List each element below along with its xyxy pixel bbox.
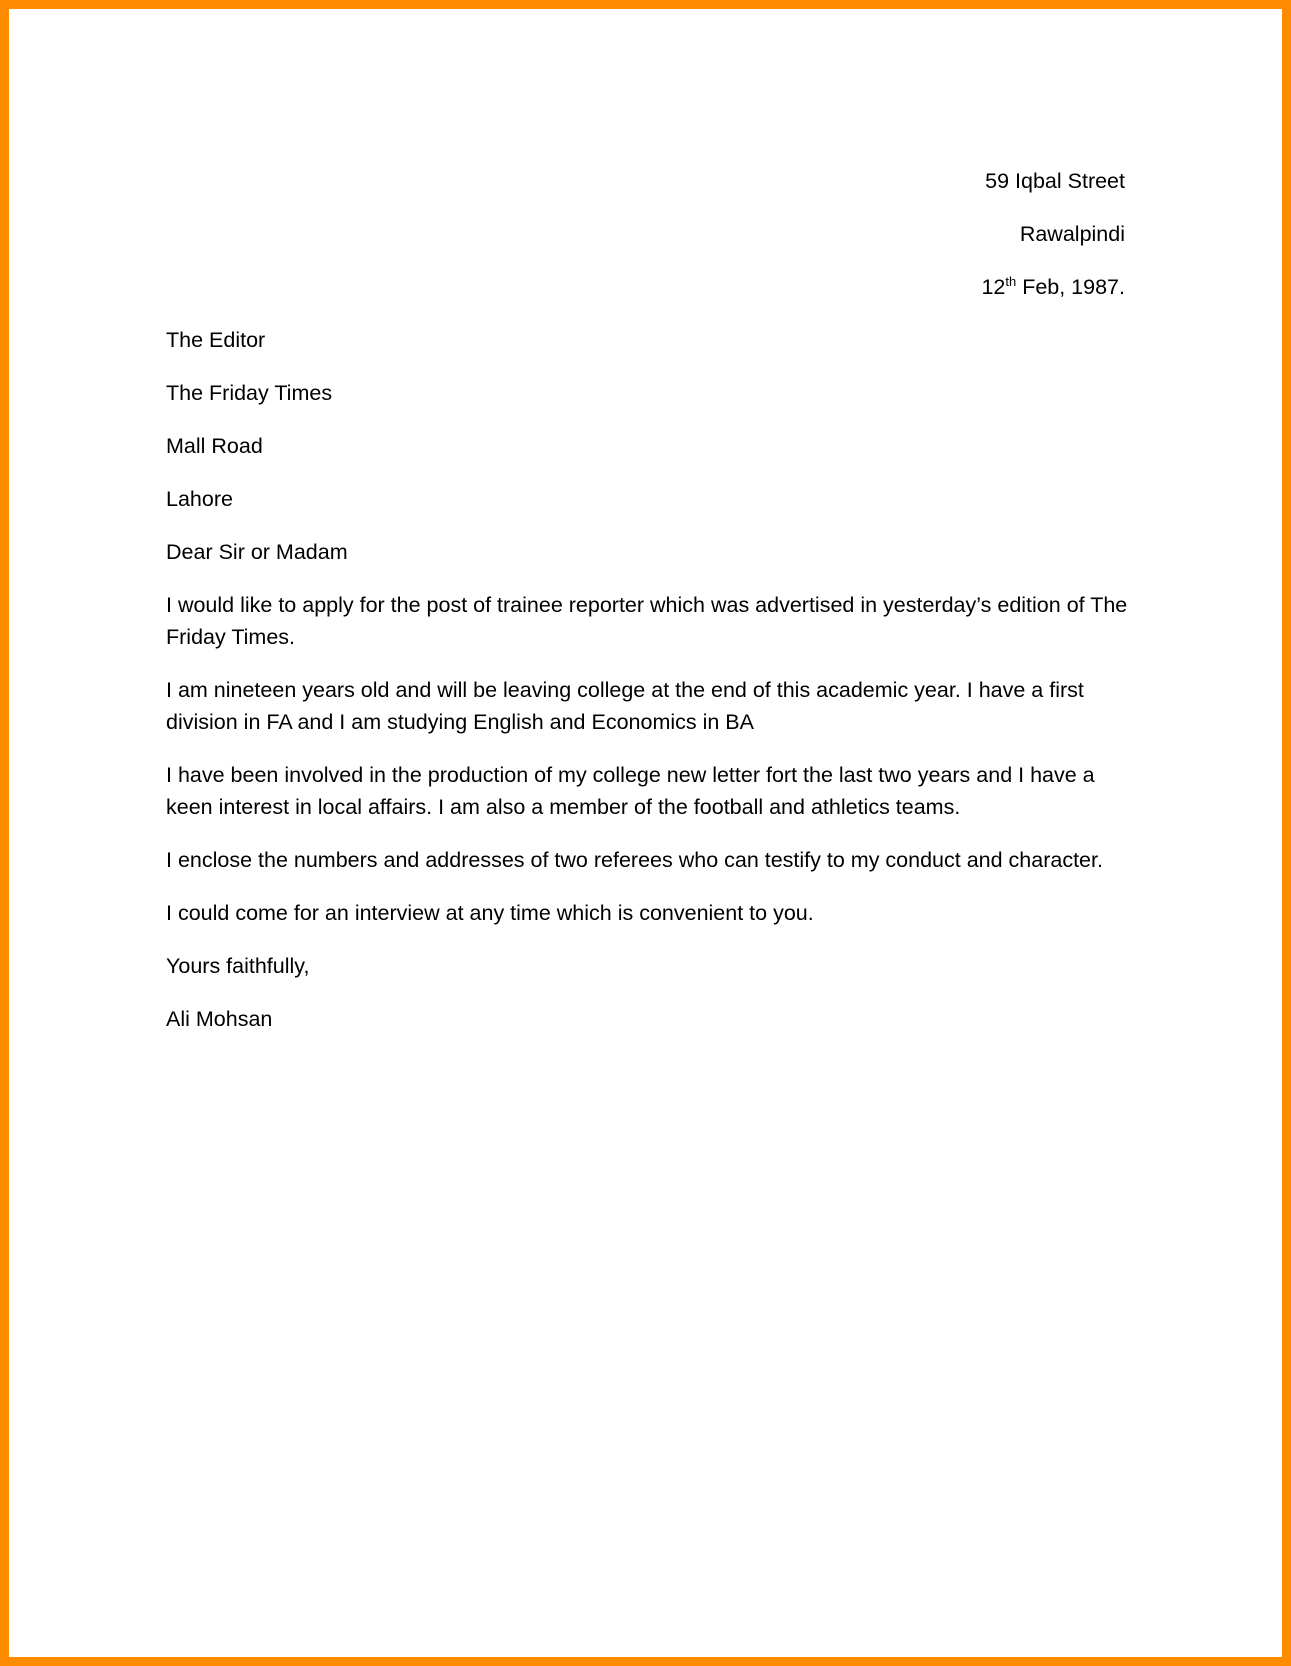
letter-body: [166, 324, 1146, 1056]
paragraph-education: I am nineteen years old and will be leaving college at the end of this academic year. I have a first division in FA and I am studying English and Economics in BA: [166, 678, 1084, 734]
date-rest: Feb, 1987.: [1016, 275, 1125, 299]
salutation: Dear Sir or Madam: [166, 540, 348, 564]
recipient-line-4: Lahore: [166, 487, 233, 511]
recipient-line-1: The Editor: [166, 328, 266, 352]
date-day: 12: [981, 275, 1006, 299]
recipient-line-2: The Friday Times: [166, 381, 333, 405]
paragraph-experience: I have been involved in the production of my college new letter fort the last two years and I have a keen interest in local affairs. I am also a member of the football and athletics teams.: [166, 763, 1095, 819]
paragraph-referees: I enclose the numbers and addresses of two referees who can testify to my conduct and character.: [166, 848, 1103, 872]
paragraph-application: I would like to apply for the post of trainee reporter which was advertised in yesterday’s edition of The Friday Times.: [166, 593, 1128, 649]
date-suffix: th: [1005, 273, 1017, 289]
letter-date: [981, 271, 1125, 303]
sender-city: Rawalpindi: [1019, 222, 1125, 246]
signature-name: Ali Mohsan: [166, 1007, 273, 1031]
sender-street: 59 Iqbal Street: [985, 169, 1125, 193]
closing: Yours faithfully,: [166, 954, 310, 978]
sender-address-block: [981, 165, 1125, 324]
recipient-line-3: Mall Road: [166, 434, 263, 458]
paragraph-interview: I could come for an interview at any time which is convenient to you.: [166, 901, 814, 925]
